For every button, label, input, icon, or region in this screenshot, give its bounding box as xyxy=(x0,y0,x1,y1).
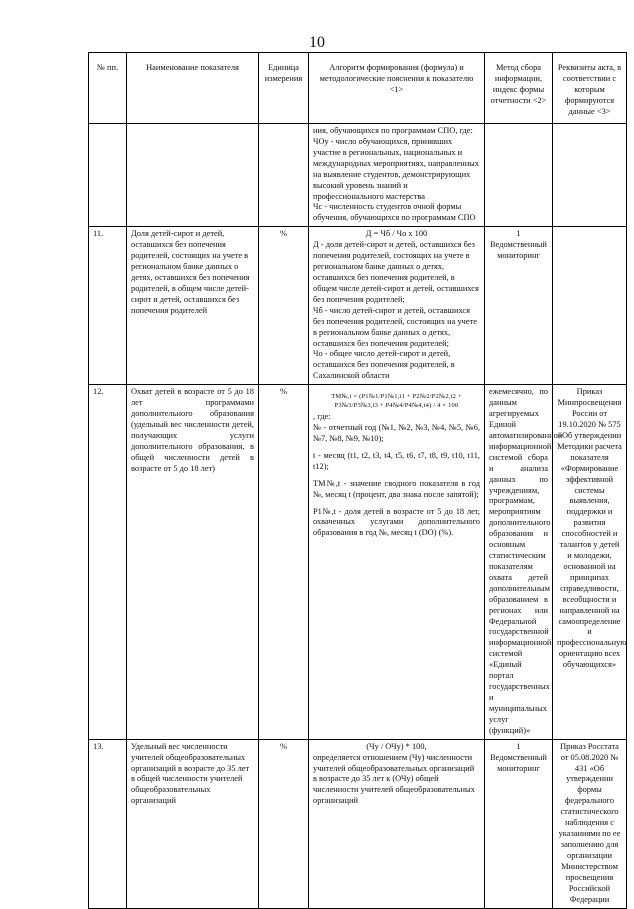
row-method: 1 Ведомственный мониторинг xyxy=(485,227,553,385)
row-algorithm xyxy=(309,227,485,385)
row-requisites xyxy=(553,227,627,385)
header-requisites: Реквизиты акта, в соответствии с которым формируются данные <3> xyxy=(553,53,627,124)
row-num: 11. xyxy=(89,227,127,385)
row-num: 13. xyxy=(89,739,127,908)
algorithm-text: , где: xyxy=(313,412,331,422)
formula: TM№,t = (P1№1/P1№1,t1 + P2№2/P2№2,t2 + P3№3/P3№3,t3 + P4№4/P4№4,t4) / 4 × 100 xyxy=(331,393,462,409)
row-unit: % xyxy=(259,739,309,908)
algorithm-text: ния, обучающихся по программам СПО, где: xyxy=(313,126,473,135)
row-requisites xyxy=(553,124,627,227)
row-method xyxy=(485,124,553,227)
header-unit: Единица измерения xyxy=(259,53,309,124)
formula: Д = Чб / Чо х 100 xyxy=(365,229,428,239)
page-number: 10 xyxy=(309,34,325,51)
algorithm-text: ЧОу - число обучающихся, принявших участие в региональных, национальных и международных мероприятиях, направленных на выявление студентов, демонстрирующих высокий уровень знаний и профессионального мастерства xyxy=(313,136,479,201)
row-unit: % xyxy=(259,227,309,385)
formula: (Чу / ОЧу) * 100, xyxy=(366,741,427,751)
table-row xyxy=(89,227,627,385)
row-algorithm xyxy=(309,385,485,740)
algorithm-text: Чб - число детей-сирот и детей, оставшихся без попечения родителей, состоящих на учете в региональном банке данных о детях, оставшихся без попечения родителей; xyxy=(313,305,477,348)
row-requisites: Приказ Росстата от 05.08.2020 № 431 «Об утверждении формы федерального статистического наблюдения с указаниями по ее заполнению для организации Министерством просвещения Российской Федерации xyxy=(553,739,627,908)
header-method: Метод сбора информации, индекс формы отчетности <2> xyxy=(485,53,553,124)
row-unit: % xyxy=(259,385,309,740)
row-num: 12. xyxy=(89,385,127,740)
algorithm-text: № - отчетный год (№1, №2, №3, №4, №5, №6, №7, №8, №9, №10); xyxy=(313,423,480,443)
indicators-table xyxy=(88,52,627,909)
row-algorithm xyxy=(309,124,485,227)
algorithm-text: Д - доля детей-сирот и детей, оставшихся без попечения родителей, состоящих на учете в региональном банке данных о детях, оставшихся без попечения родителей, в общем числе детей-сирот и детей, оставшихся без попечения родителей; xyxy=(313,240,479,304)
row-name: Охват детей в возрасте от 5 до 18 лет программами дополнительного образования (удельный вес численности детей, получающих услуги дополнительного образования, в общей численности детей в возрасте от 5 до 18 лет) xyxy=(127,385,259,740)
algorithm-text: P1№,t - доля детей в возрасте от 5 до 18 лет, охваченных услугами дополнительного образования в год №, месяц t (DO) (%). xyxy=(313,506,480,538)
row-name: Доля детей-сирот и детей, оставшихся без попечения родителей, состоящих на учете в региональном банке данных о детях, оставшихся без попечения родителей, в общем числе детей-сирот и детей, оставшихся без попечения родителей xyxy=(127,227,259,385)
algorithm-text: определяется отношением (Чу) численности учителей общеобразовательных организаций в возрасте до 35 лет к (ОЧу) общей численности учителей общеобразовательных организаций xyxy=(313,752,475,806)
header-num: № пп. xyxy=(89,53,127,124)
header-name: Наименование показателя xyxy=(127,53,259,124)
row-num xyxy=(89,124,127,227)
row-method: 1 Ведомственный мониторинг xyxy=(485,739,553,908)
algorithm-text: TM№,t - значение сводного показателя в год №, месяц t (процент, два знака после запятой); xyxy=(313,478,480,499)
row-algorithm xyxy=(309,739,485,908)
algorithm-text: t - месяц (t1, t2, t3, t4, t5, t6, t7, t8, t9, t10, t11, t12); xyxy=(313,450,480,471)
row-name: Удельный вес численности учителей общеобразовательных организаций в возрасте до 35 лет в общей численности учителей общеобразовательных организаций xyxy=(127,739,259,908)
row-unit xyxy=(259,124,309,227)
table-row xyxy=(89,124,627,227)
row-method: ежемесячно, по данным агрегируемых Единой автоматизированной информационной системой сбора и анализа данных по учреждениям, программам, мероприятиям дополнительного образования и основным статистическим показателям охвата детей дополнительным образованием в регионах или Федеральной государственной информационной системой «Единый портал государственных и муниципальных услуг (функций)» xyxy=(485,385,553,740)
table-row xyxy=(89,385,627,740)
header-algorithm: Алгоритм формирования (формула) и методологические пояснения к показателю <1> xyxy=(309,53,485,124)
algorithm-text: Чо - общее число детей-сирот и детей, оставшихся без попечения родителей, в Сахалинской области xyxy=(313,349,455,381)
table-row xyxy=(89,739,627,908)
table-header-row xyxy=(89,53,627,124)
row-requisites: Приказ Минпросвещения России от 19.10.2020 № 575 «Об утверждении Методики расчета показателя «Формирование эффективной системы выявления, поддержки и развития способностей и талантов у детей и молодежи, основанной на принципах справедливости, всеобщности и направленной на самоопределение и профессиональную ориентацию всех обучающихся» xyxy=(553,385,627,740)
row-name xyxy=(127,124,259,227)
algorithm-text: Чс - численность студентов очной формы обучения, обучающихся по программам СПО xyxy=(313,202,476,223)
